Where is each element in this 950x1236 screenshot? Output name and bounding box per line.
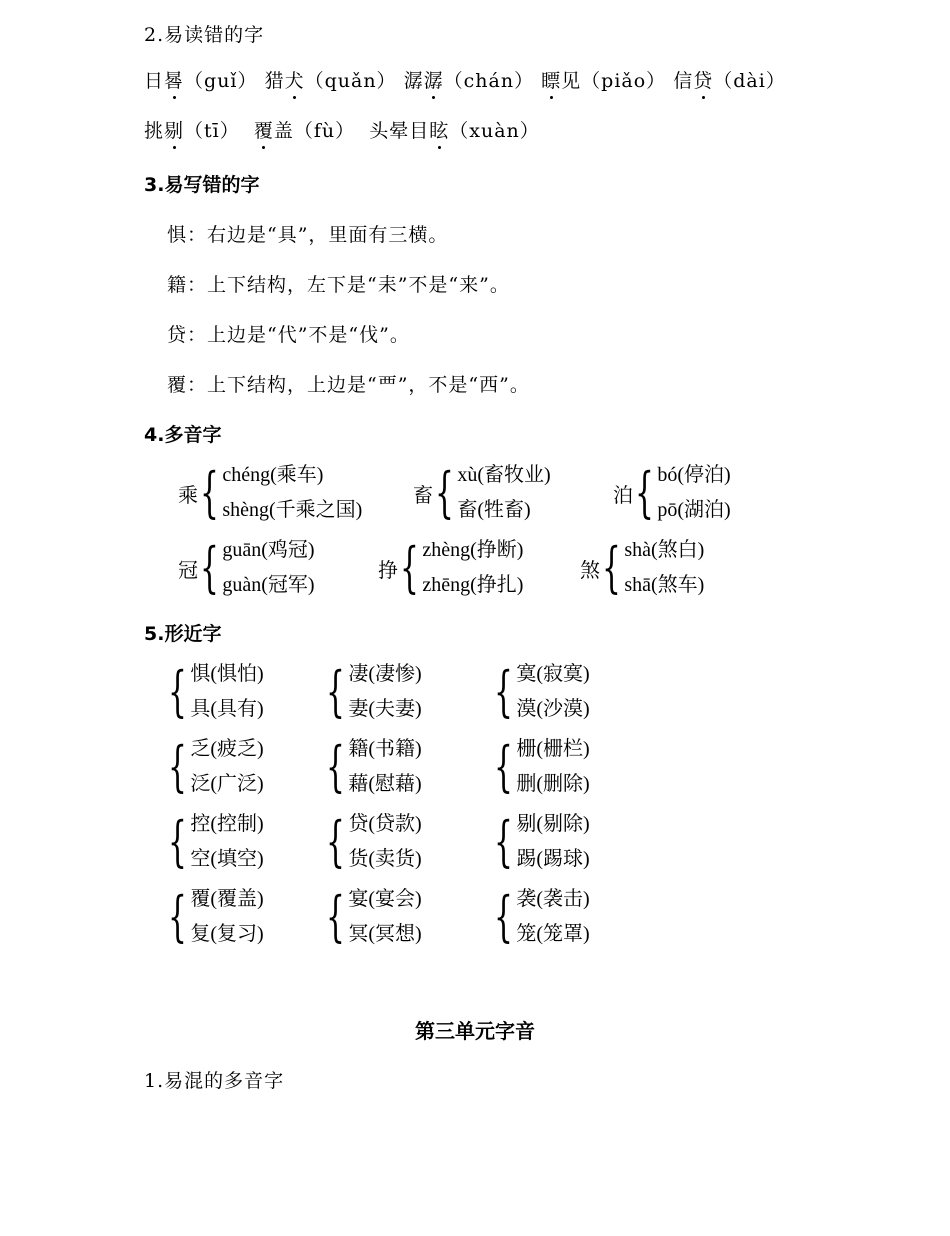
misread-item: 猎犬（quǎn） [265,70,397,92]
similar-char: 冥(冥想) [348,923,422,945]
section-4-heading: 4.多音字 [144,424,222,446]
writing-tip: 惧：右边是“具”，里面有三横。 [167,224,449,246]
reading: bó(停泊) [657,464,731,486]
similar-char-group [494,657,590,727]
similar-char: 宴(宴会) [348,888,422,910]
reading: shèng(千乘之国) [222,499,363,521]
brace: { [168,660,187,723]
similar-char: 藉(慰藉) [348,773,422,795]
section-3-heading: 3.易写错的字 [144,174,260,196]
unit-3-item-1: 1.易混的多音字 [144,1070,285,1092]
section-2-heading: 2.易读错的字 [144,24,265,46]
similar-char: 覆(覆盖) [190,888,264,910]
similar-char: 删(删除) [516,773,590,795]
similar-char: 笼(笼罩) [516,923,590,945]
polyphone-group [178,533,315,603]
polyphone-group [580,533,704,603]
similar-char: 复(复习) [190,923,264,945]
writing-tip: 覆：上下结构，上边是“覀”，不是“西”。 [167,374,530,396]
similar-char-group [168,882,264,952]
polyphone-char: 乘 [178,482,198,507]
polyphone-group [378,533,523,603]
misread-item: 潺潺（chán） [404,70,534,92]
similar-char: 惧(惧怕) [190,663,264,685]
similar-char: 漠(沙漠) [516,698,590,720]
writing-tip: 贷：上边是“代”不是“伐”。 [167,324,410,346]
similar-char-group [494,807,590,877]
similar-char: 货(卖货) [348,848,422,870]
brace: { [326,885,345,948]
reading: chéng(乘车) [222,464,324,486]
polyphone-group [178,458,362,528]
reading: shā(煞车) [624,574,705,596]
section-5-heading: 5.形近字 [144,623,222,645]
similar-char: 栅(栅栏) [516,738,590,760]
brace: { [400,536,419,599]
similar-char: 具(具有) [190,698,264,720]
similar-char-group [494,882,590,952]
similar-char-group [326,657,422,727]
writing-tip: 籍：上下结构，左下是“耒”不是“来”。 [167,274,510,296]
misread-item: 日晷（guǐ） [144,70,258,92]
brace: { [168,810,187,873]
reading: guān(鸡冠) [222,539,315,561]
similar-char-group [326,807,422,877]
polyphone-char: 泊 [613,482,633,507]
similar-char-group [168,732,264,802]
brace: { [635,461,654,524]
similar-char-group [326,882,422,952]
unit-3-title: 第三单元字音 [415,1019,535,1043]
similar-char: 寞(寂寞) [516,663,590,685]
reading: shà(煞白) [624,539,705,561]
similar-char: 泛(广泛) [190,773,264,795]
brace: { [435,461,454,524]
polyphone-group [613,458,731,528]
brace: { [200,536,219,599]
similar-char-group [326,732,422,802]
similar-char: 籍(书籍) [348,738,422,760]
brace: { [494,660,513,723]
misread-item: 覆盖（fù） [254,120,355,142]
brace: { [168,885,187,948]
brace: { [326,810,345,873]
polyphone-char: 畜 [413,482,433,507]
misread-item: 瞟见（piǎo） [541,70,666,92]
similar-char-group [168,657,264,727]
brace: { [168,735,187,798]
brace: { [326,735,345,798]
misread-row-1 [144,66,786,93]
brace: { [200,461,219,524]
similar-char: 妻(夫妻) [348,698,422,720]
similar-char-group [168,807,264,877]
misread-item: 挑剔（tī） [144,120,240,142]
polyphone-char: 挣 [378,557,398,582]
misread-row-2 [144,116,540,143]
reading: zhēng(挣扎) [422,574,524,596]
similar-char: 乏(疲乏) [190,738,264,760]
brace: { [494,735,513,798]
similar-char: 袭(袭击) [516,888,590,910]
similar-char: 踢(踢球) [516,848,590,870]
reading: pō(湖泊) [657,499,731,521]
reading: zhèng(挣断) [422,539,524,561]
reading: guàn(冠军) [222,574,315,596]
similar-char: 剔(剔除) [516,813,590,835]
brace: { [602,536,621,599]
similar-char: 空(填空) [190,848,264,870]
polyphone-char: 煞 [580,557,600,582]
polyphone-group [413,458,551,528]
reading: 畜(牲畜) [457,499,531,521]
similar-char: 控(控制) [190,813,264,835]
brace: { [494,810,513,873]
misread-item: 信贷（dài） [673,70,786,92]
similar-char: 凄(凄惨) [348,663,422,685]
misread-item: 头晕目眩（xuàn） [369,120,540,142]
reading: xù(畜牧业) [457,464,551,486]
brace: { [494,885,513,948]
similar-char-group [494,732,590,802]
brace: { [326,660,345,723]
similar-char: 贷(贷款) [348,813,422,835]
polyphone-char: 冠 [178,557,198,582]
